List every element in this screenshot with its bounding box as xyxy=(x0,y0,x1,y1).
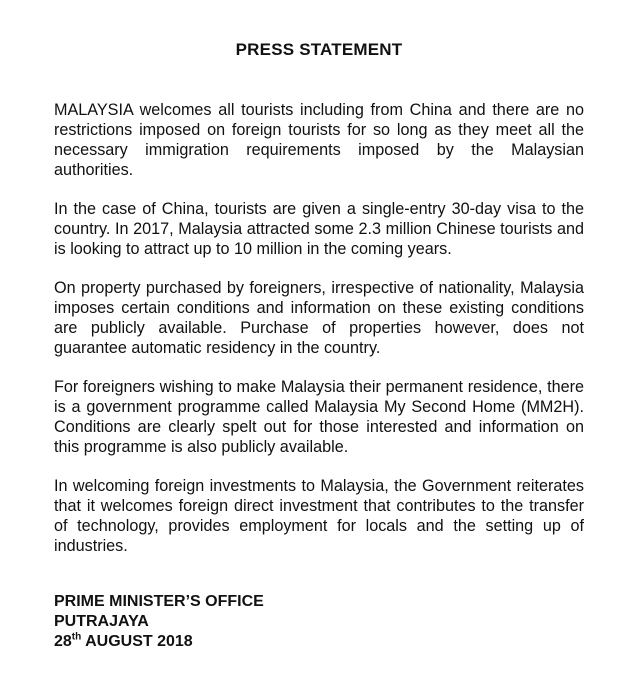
date-day: 28 xyxy=(54,633,72,650)
signoff-city: PUTRAJAYA xyxy=(54,613,149,630)
signoff-office: PRIME MINISTER’S OFFICE xyxy=(54,593,264,610)
paragraph-tourists: MALAYSIA welcomes all tourists including from China and there are no restrictions imposed on foreign tourists for so long as they meet all the necessary immigration requirements imposed by the Malaysian authorities. xyxy=(54,101,584,179)
document-title: PRESS STATEMENT xyxy=(235,40,403,59)
paragraph-china-visa: In the case of China, tourists are given a single-entry 30-day visa to the country. In 2017, Malaysia attracted some 2.3 million Chinese tourists and is looking to attract up to 10 million in the coming years. xyxy=(54,200,584,258)
paragraph-investment: In welcoming foreign investments to Malaysia, the Government reiterates that it welcomes foreign direct investment that contributes to the transfer of technology, provides employment for locals and the setting up of industries. xyxy=(54,477,584,555)
date-suffix: th xyxy=(71,631,82,643)
signoff-date xyxy=(54,632,264,652)
paragraph-mm2h: For foreigners wishing to make Malaysia their permanent residence, there is a government programme called Malaysia My Second Home (MM2H). Conditions are clearly spelt out for those interested and information on this programme is also publicly available. xyxy=(54,378,584,456)
signoff-block xyxy=(54,592,264,652)
paragraph-property: On property purchased by foreigners, irrespective of nationality, Malaysia imposes certain conditions and information on these existing conditions are publicly available. Purchase of properties however, does not guarantee automatic residency in the country. xyxy=(54,279,584,357)
date-month-year: AUGUST 2018 xyxy=(81,633,193,650)
